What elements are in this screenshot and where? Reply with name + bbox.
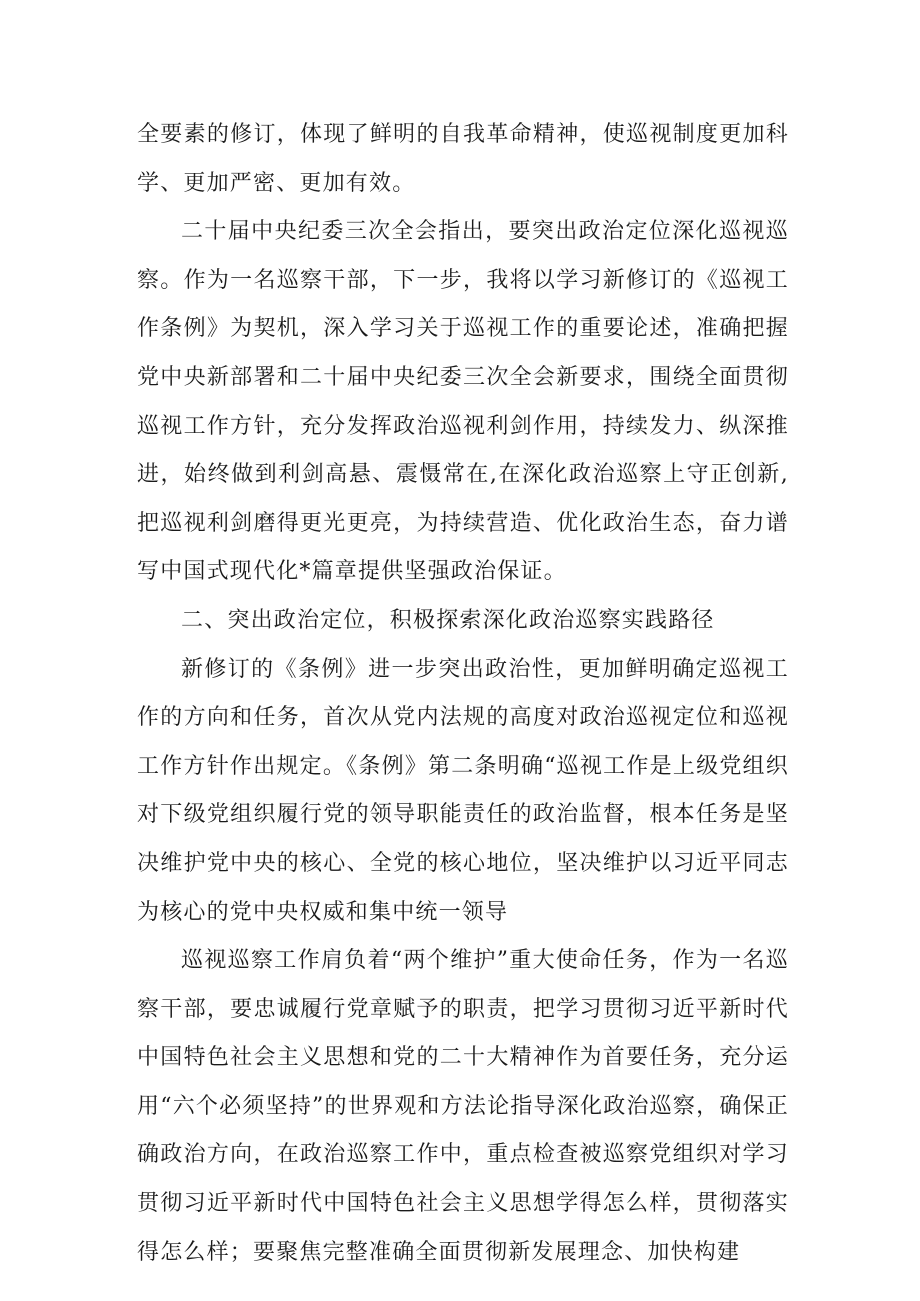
section-heading: 二、突出政治定位，积极探索深化政治巡察实践路径 <box>181 607 715 633</box>
paragraph-inspection-work: 巡视巡察工作肩负着“两个维护”重大使命任务，作为一名巡察干部，要忠诚履行党章赋予的职责，把学习贯彻习近平新时代中国特色社会主义思想和党的二十大精神作为首要任务，充分运用“六个必须坚持”的世界观和方法论指导深化政治巡察，确保正确政治方向，在政治巡察工作中，重点检查被巡察党组织对学习贯彻习近平新时代中国特色社会主义思想学得怎么样，贯彻落实得怎么样；要聚焦完整准确全面贯彻新发展理念、加快构建 <box>137 948 789 1265</box>
paragraph-regulations: 新修订的《条例》进一步突出政治性，更加鲜明确定巡视工作的方向和任务，首次从党内法规的高度对政治巡视定位和巡视工作方针作出规定。《条例》第二条明确“巡视工作是上级党组织对下级党组织履行党的领导职能责任的政治监督，根本任务是坚决维护党中央的核心、全党的核心地位，坚决维护以习近平同志为核心的党中央权威和集中统一领导 <box>137 656 789 925</box>
paragraph-continuation: 全要素的修订，体现了鲜明的自我革命精神，使巡视制度更加科学、更加严密、更加有效。 <box>137 122 789 196</box>
paragraph-plenary-session: 二十届中央纪委三次全会指出，要突出政治定位深化巡视巡察。作为一名巡察干部，下一步，我将以学习新修订的《巡视工作条例》为契机，深入学习关于巡视工作的重要论述，准确把握党中央新部署和二十届中央纪委三次全会新要求，围绕全面贯彻巡视工作方针，充分发挥政治巡视利剑作用，持续发力、纵深推进，始终做到利剑高悬、震慑常在,在深化政治巡察上守正创新,把巡视利剑磨得更光更亮，为持续营造、优化政治生态，奋力谱写中国式现代化*篇章提供坚强政治保证。 <box>137 219 789 585</box>
document-body <box>137 111 789 1277</box>
